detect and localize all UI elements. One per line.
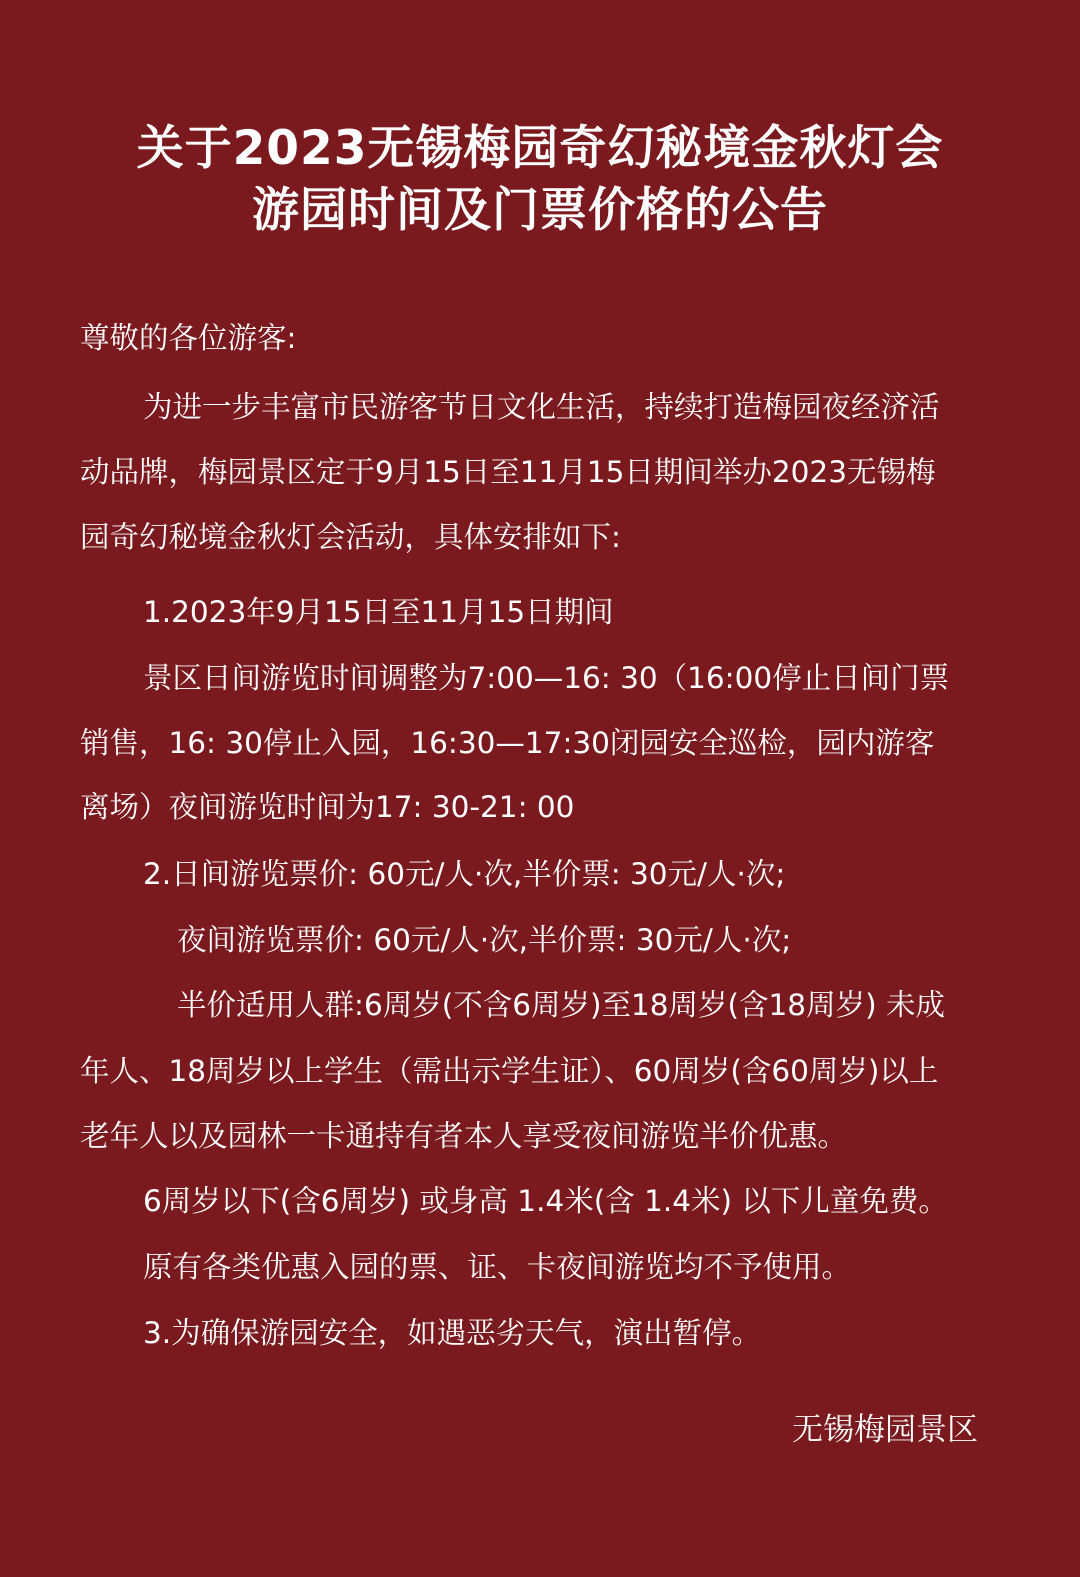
intro-line-2: 动品牌，梅园景区定于9月15日至11月15日期间举办2023无锡梅	[80, 455, 936, 489]
greeting: 尊敬的各位游客:	[80, 321, 297, 355]
item2-day-price: 2.日间游览票价: 60元/人·次,半价票: 30元/人·次;	[143, 857, 786, 891]
intro-line-3: 园奇幻秘境金秋灯会活动，具体安排如下:	[80, 520, 621, 554]
item1-line-3: 销售，16: 30停止入园，16:30—17:30闭园安全巡检，园内游客	[80, 726, 935, 760]
title-line-2: 游园时间及门票价格的公告	[252, 183, 828, 238]
item2-half-price-line-3: 老年人以及园林一卡通持有者本人享受夜间游览半价优惠。	[80, 1119, 848, 1153]
intro-line-1: 为进一步丰富市民游客节日文化生活，持续打造梅园夜经济活	[143, 390, 940, 424]
item1-line-2: 景区日间游览时间调整为7:00—16: 30（16:00停止日间门票	[143, 661, 950, 695]
item2-discount-invalid: 原有各类优惠入园的票、证、卡夜间游览均不予使用。	[143, 1250, 852, 1284]
item1-heading: 1.2023年9月15日至11月15日期间	[143, 595, 614, 629]
item2-half-price-line-2: 年人、18周岁以上学生（需出示学生证）、60周岁(含60周岁)以上	[80, 1054, 939, 1088]
signature: 无锡梅园景区	[792, 1412, 978, 1448]
notice-title	[0, 118, 1080, 242]
item2-night-price: 夜间游览票价: 60元/人·次,半价票: 30元/人·次;	[177, 923, 792, 957]
item2-children-free: 6周岁以下(含6周岁) 或身高 1.4米(含 1.4米) 以下儿童免费。	[143, 1184, 948, 1218]
title-line-1: 关于2023无锡梅园奇幻秘境金秋灯会	[136, 121, 944, 176]
item3-weather: 3.为确保游园安全，如遇恶劣天气，演出暂停。	[143, 1316, 762, 1350]
item2-half-price-line-1: 半价适用人群:6周岁(不含6周岁)至18周岁(含18周岁) 未成	[177, 988, 945, 1022]
item1-line-4: 离场）夜间游览时间为17: 30-21: 00	[80, 790, 575, 824]
